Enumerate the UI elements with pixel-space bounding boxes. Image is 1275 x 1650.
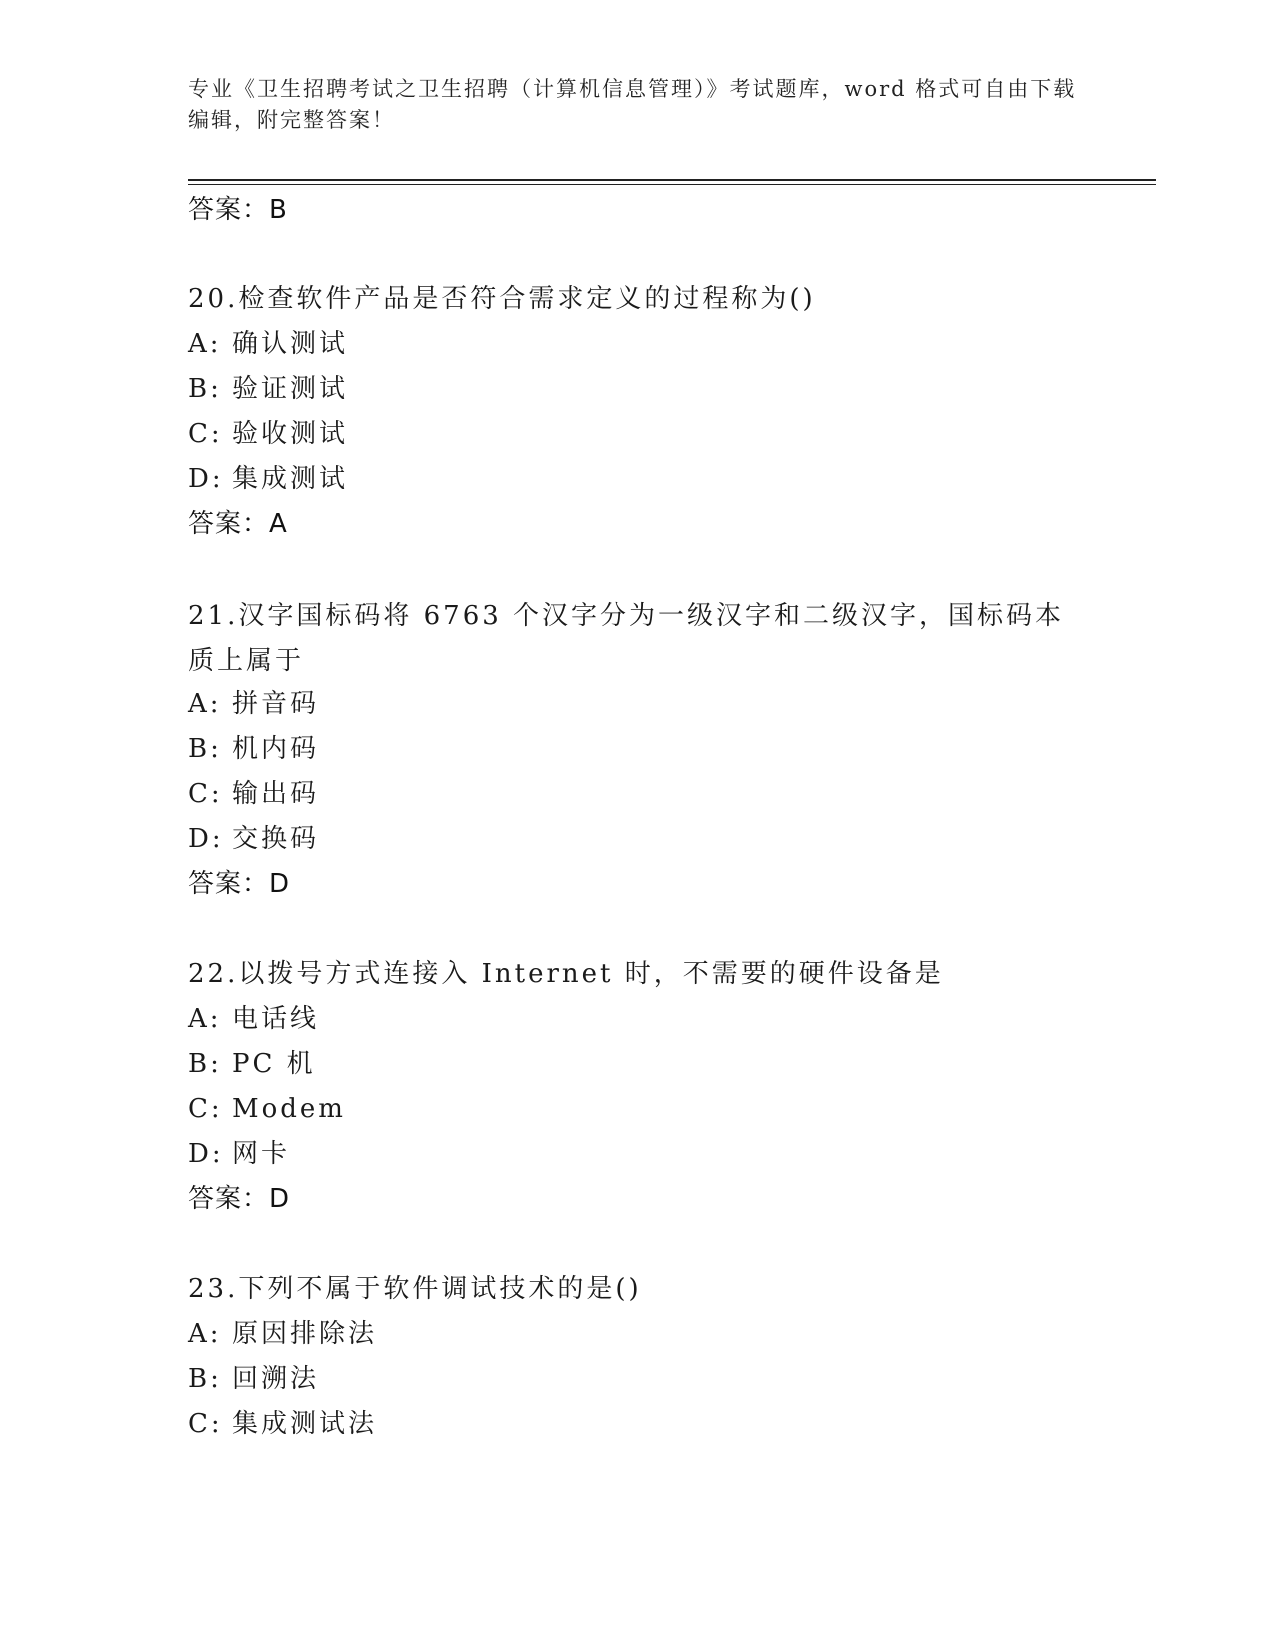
question-23-option-c: C: 集成测试法 [188,1409,378,1439]
question-23-text: 23.下列不属于软件调试技术的是() [188,1274,642,1304]
question-20-option-d: D: 集成测试 [188,464,349,494]
question-22-text: 22.以拨号方式连接入 Internet 时，不需要的硬件设备是 [188,959,944,989]
header-divider-thick [188,179,1156,181]
question-20-answer: 答案：A [188,509,288,539]
question-22-option-d: D: 网卡 [188,1139,291,1169]
question-22-option-c: C: Modem [188,1094,346,1124]
question-20-option-a: A: 确认测试 [188,329,349,359]
question-23-option-a: A: 原因排除法 [188,1319,378,1349]
question-21-text: 21.汉字国标码将 6763 个汉字分为一级汉字和二级汉字，国标码本质上属于 [188,601,1065,676]
question-20-option-b: B: 验证测试 [188,374,349,404]
question-22-answer: 答案：D [188,1184,291,1214]
question-23-option-b: B: 回溯法 [188,1364,320,1394]
answer-previous: 答案：B [188,195,288,225]
question-21-answer: 答案：D [188,869,291,899]
question-22-option-b: B: PC 机 [188,1049,316,1079]
header-divider-thin [188,184,1156,185]
question-21-option-b: B: 机内码 [188,734,320,764]
question-22-option-a: A: 电话线 [188,1004,320,1034]
question-21-option-d: D: 交换码 [188,824,320,854]
question-21-option-a: A: 拼音码 [188,689,320,719]
document-header: 专业《卫生招聘考试之卫生招聘（计算机信息管理）》考试题库，word 格式可自由下载编辑，附完整答案！ [188,77,1077,132]
question-20-text: 20.检查软件产品是否符合需求定义的过程称为() [188,284,816,314]
question-20-option-c: C: 验收测试 [188,419,349,449]
question-21-option-c: C: 输出码 [188,779,320,809]
